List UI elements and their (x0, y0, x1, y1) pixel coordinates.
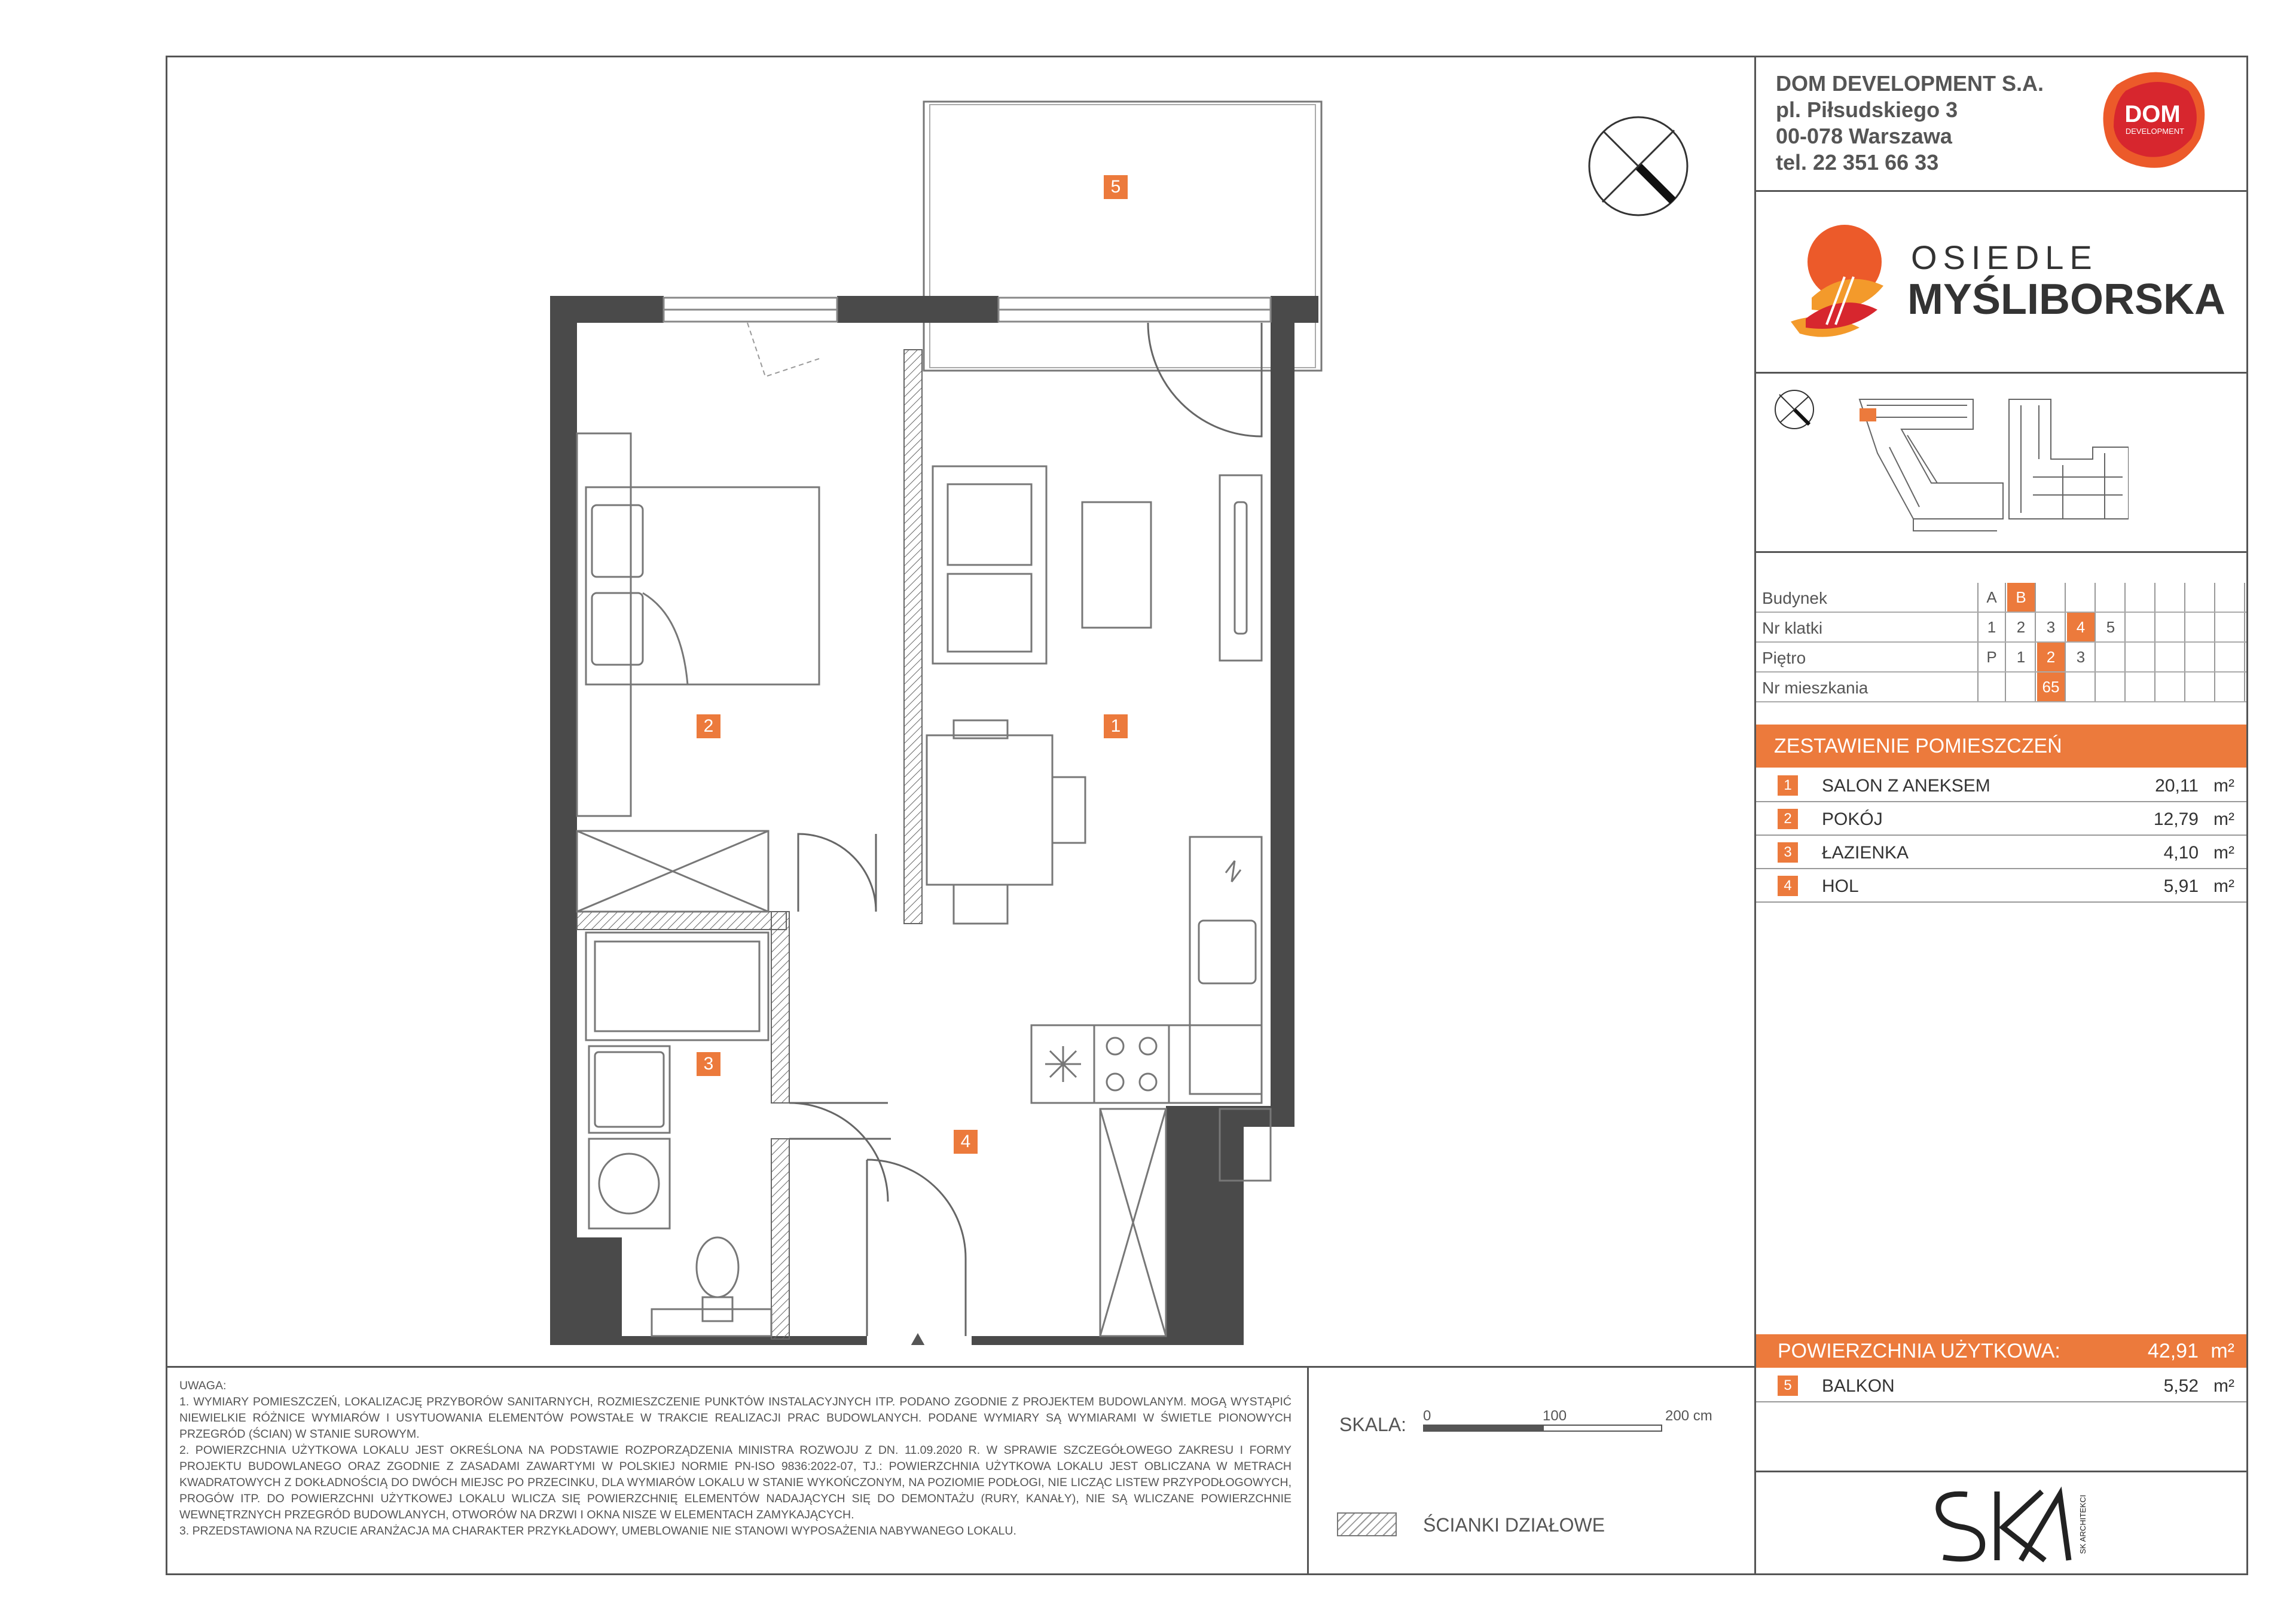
location-row-label: Nr klatki (1762, 619, 1823, 637)
room-label-bedroom: 2 (697, 714, 720, 738)
balcony-name: BALKON (1822, 1376, 1895, 1396)
location-cell (2127, 613, 2155, 641)
company-street: pl. Piłsudskiego 3 (1776, 97, 1958, 122)
location-cell: B (2007, 583, 2036, 612)
room-row (1756, 769, 2246, 802)
svg-text:DEVELOPMENT: DEVELOPMENT (2125, 127, 2185, 136)
svg-text:DOM: DOM (2124, 101, 2181, 127)
location-cell: A (1977, 583, 2006, 612)
location-cell (2127, 643, 2155, 671)
room-label-hall: 4 (954, 1130, 978, 1154)
balcony-unit: m² (2213, 1376, 2234, 1396)
balcony-row (1756, 1369, 2246, 1402)
location-cell (2127, 673, 2155, 701)
location-row-label: Piętro (1762, 649, 1806, 667)
location-cell (2097, 583, 2126, 612)
project-name-top: OSIEDLE (1911, 239, 2098, 276)
location-row (1756, 613, 2246, 643)
scale-bar-empty (1543, 1425, 1662, 1432)
usable-area-value: 42,91 (2147, 1340, 2199, 1362)
location-cell (2216, 673, 2245, 701)
location-cell (2187, 643, 2215, 671)
room-label-bathroom: 3 (697, 1052, 720, 1076)
room-unit: m² (2213, 776, 2234, 796)
divider (1754, 1471, 2248, 1472)
location-cell: 65 (2037, 673, 2066, 701)
location-row-label: Nr mieszkania (1762, 678, 1868, 697)
location-cell (2007, 673, 2036, 701)
company-name: DOM DEVELOPMENT S.A. (1776, 71, 2044, 96)
usable-area-label: POWIERZCHNIA UŻYTKOWA: (1778, 1340, 2060, 1362)
location-row (1756, 583, 2246, 613)
location-cell: 3 (2037, 613, 2066, 641)
room-row (1756, 802, 2246, 836)
usable-area-bar (1756, 1334, 2246, 1368)
room-name: SALON Z ANEKSEM (1822, 776, 1990, 796)
location-cell: 5 (2097, 613, 2126, 641)
notes-block (179, 1378, 1292, 1539)
site-key-plan (1854, 387, 2129, 537)
location-cell: 2 (2037, 643, 2066, 671)
location-cell (2187, 673, 2215, 701)
notes-title: UWAGA: (179, 1379, 227, 1392)
room-num: 1 (1778, 775, 1798, 796)
location-cell (2067, 673, 2096, 701)
compass-icon (1584, 112, 1692, 220)
location-cell (2157, 583, 2185, 612)
scale-bar-filled (1423, 1425, 1543, 1432)
company-city: 00-078 Warszawa (1776, 124, 1952, 148)
location-cell (2157, 673, 2185, 701)
location-cell (2157, 613, 2185, 641)
room-area: 5,91 (2163, 876, 2199, 896)
floor-plan (538, 78, 1387, 1345)
location-cell (1977, 673, 2006, 701)
location-cell (2187, 583, 2215, 612)
company-address (1776, 71, 2044, 176)
location-cell: 3 (2067, 643, 2096, 671)
scale-tick-200: 200 cm (1665, 1408, 1712, 1424)
location-cell (2216, 583, 2245, 612)
room-name: HOL (1822, 876, 1859, 896)
room-area: 12,79 (2153, 809, 2199, 829)
divider (1754, 551, 2248, 553)
location-cell (2216, 613, 2245, 641)
note-3: 3. PRZEDSTAWIONA NA RZUCIE ARANŻACJA MA CHARAKTER PRZYKŁADOWY, UMEBLOWANIE NIE STANOWI WYPOSAŻENIA NABYWANEGO LOKALU. (179, 1524, 1016, 1538)
project-name-main: MYŚLIBORSKA (1907, 276, 2226, 323)
balcony-area: 5,52 (2163, 1376, 2199, 1396)
partition-hatch-swatch (1337, 1512, 1397, 1536)
room-unit: m² (2213, 809, 2234, 829)
location-cell: 1 (1977, 613, 2006, 641)
location-cell: 2 (2007, 613, 2036, 641)
divider (1307, 1366, 1309, 1575)
note-1: 1. WYMIARY POMIESZCZEŃ, LOKALIZACJĘ PRZYBORÓW SANITARNYCH, ROZMIESZCZENIE PUNKTÓW INSTALACYJNYCH ITP. PODANO ZGODNIE Z PROJEKTEM BUDOWLANYM. MOGĄ WYSTĄPIĆ NIEWIELKIE RÓŻNICE WYMIARÓW I USYTUOWANIA ELEMENTÓW POWSTAŁE W TRAKCIE REALIZACJI PRAC BUDOWLANYCH. PODANE WYMIARY SĄ WYMIARAMI W ŚWIETLE PIONOWYCH PRZEGRÓD (ŚCIAN) W STANIE SUROWYM. (179, 1395, 1292, 1441)
note-2: 2. POWIERZCHNIA UŻYTKOWA LOKALU JEST OKREŚLONA NA PODSTAWIE ROZPORZĄDZENIA MINISTRA ROZWOJU Z DN. 11.09.2020 R. W SPRAWIE SZCZEGÓŁOWEGO ZAKRESU I FORMY PROJEKTU BUDOWLANEGO ORAZ ZGODNIE Z ZASADAMI ZAWARTYMI W POLSKIEJ NORMIE PN-ISO 9836:2022-07, TJ.: POWIERZCHNIA UŻYTKOWA LOKALU JEST OBLICZANA W METRACH KWADRATOWYCH Z DOKŁADNOŚCIĄ DO DWÓCH MIEJSC PO PRZECINKU, DLA WYMIARÓW LOKALU W STANIE WYKOŃCZONYM, NA POZIOMIE PODŁOGI, NIE LICZĄC LISTEW PRZYPODŁOGOWYCH, PROGÓW ITP. DO POWIERZCHNI UŻYTKOWEJ LOKALU WLICZA SIĘ POWIERZCHNIĘ ELEMENTÓW NADAJĄCYCH SIĘ DO DEMONTAŻU (RURY, KANAŁY), NIE SĄ WLICZANE POWIERZCHNIE WEWNĘTRZNYCH PRZEGRÓD BUDOWLANYCH, OTWORÓW NA DRZWI I OKNA NISZE W ELEMENTACH ZAMYKAJĄCYCH. (179, 1444, 1292, 1521)
location-cell (2157, 643, 2185, 671)
divider (1754, 190, 2248, 192)
location-cell (2037, 583, 2066, 612)
location-cell: P (1977, 643, 2006, 671)
location-cell (2097, 643, 2126, 671)
balcony-num: 5 (1778, 1376, 1798, 1396)
ska-architekci-logo (1931, 1483, 2111, 1566)
divider (1754, 372, 2248, 374)
room-name: ŁAZIENKA (1822, 843, 1909, 863)
room-row (1756, 869, 2246, 903)
location-row-label: Budynek (1762, 589, 1827, 607)
room-label-balcony: 5 (1104, 175, 1128, 199)
location-cell: 4 (2067, 613, 2096, 641)
dom-development-logo (2093, 67, 2212, 175)
rooms-header: ZESTAWIENIE POMIESZCZEŃ (1756, 725, 2246, 768)
legend-label: ŚCIANKI DZIAŁOWE (1423, 1514, 1605, 1536)
room-name: POKÓJ (1822, 809, 1883, 829)
room-unit: m² (2213, 876, 2234, 896)
location-cell (2067, 583, 2096, 612)
location-row (1756, 673, 2246, 702)
scale-tick-0: 0 (1423, 1408, 1431, 1424)
room-area: 4,10 (2163, 843, 2199, 863)
room-num: 3 (1778, 842, 1798, 863)
compass-small-icon (1773, 389, 1815, 430)
room-row (1756, 836, 2246, 869)
scale-tick-100: 100 (1543, 1408, 1567, 1424)
usable-area-unit: m² (2210, 1340, 2234, 1362)
room-unit: m² (2213, 843, 2234, 863)
location-row (1756, 643, 2246, 673)
company-phone: tel. 22 351 66 33 (1776, 150, 1939, 175)
room-label-living: 1 (1104, 714, 1128, 738)
location-cell: 1 (2007, 643, 2036, 671)
location-cell (2097, 673, 2126, 701)
location-cell (2187, 613, 2215, 641)
svg-text:SK ARCHITEKCI: SK ARCHITEKCI (2078, 1494, 2087, 1554)
room-num: 2 (1778, 809, 1798, 829)
location-cell (2216, 643, 2245, 671)
project-logo-icon (1788, 220, 1889, 346)
room-area: 20,11 (2155, 776, 2199, 796)
room-num: 4 (1778, 876, 1798, 896)
scale-label: SKALA: (1339, 1414, 1407, 1435)
location-cell (2127, 583, 2155, 612)
